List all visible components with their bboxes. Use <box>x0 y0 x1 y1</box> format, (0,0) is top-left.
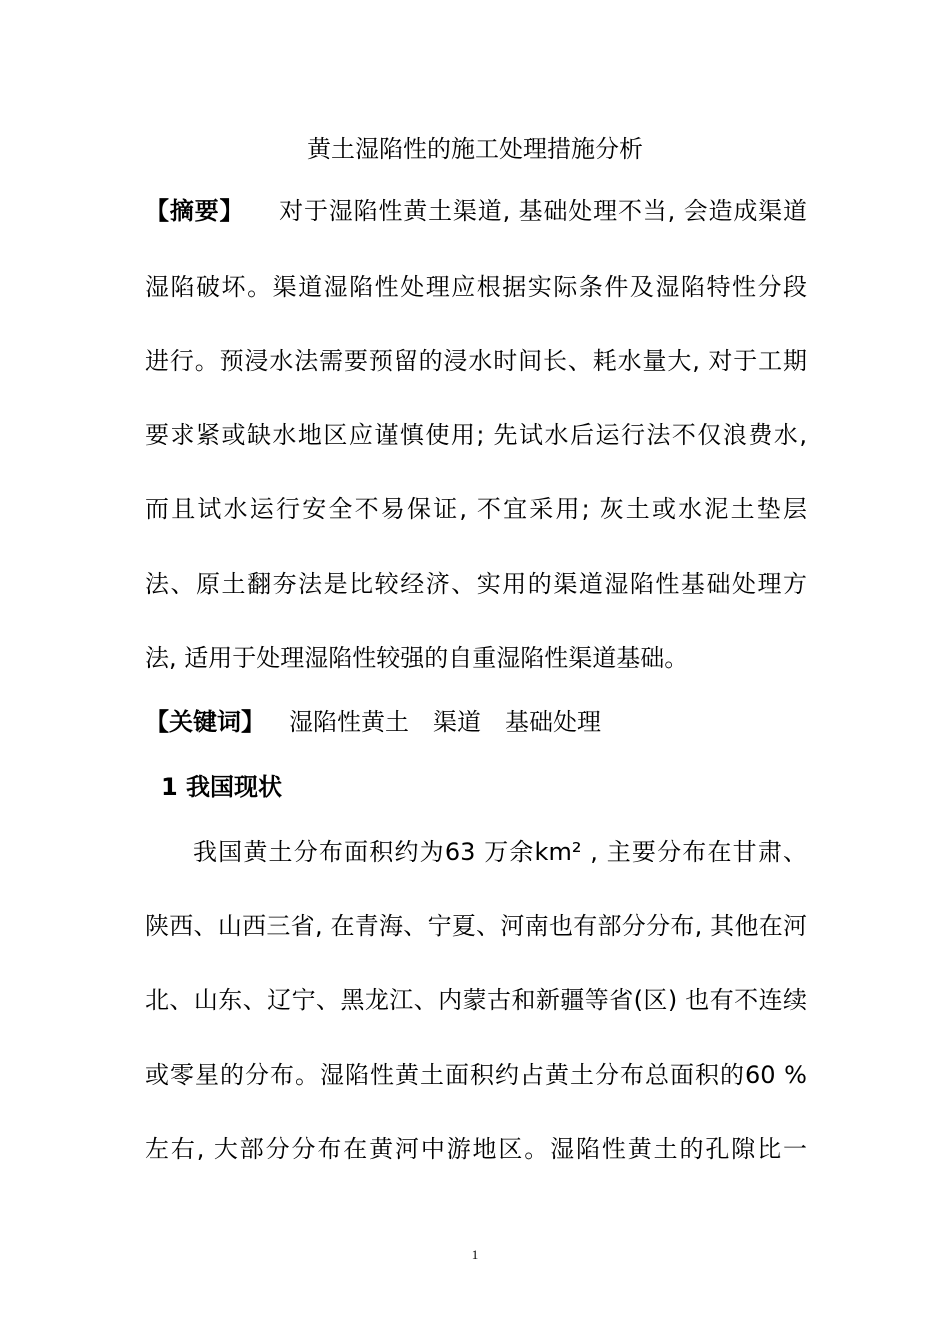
abstract-line-2: 湿陷破坏。渠道湿陷性处理应根据实际条件及湿陷特性分段 <box>145 273 807 301</box>
page-number: 1 <box>471 1247 479 1262</box>
abstract-line-1 <box>145 195 807 227</box>
abstract-line-4: 要求紧或缺水地区应谨慎使用; 先试水后运行法不仅浪费水, <box>145 421 807 449</box>
section-line-1: 我国黄土分布面积约为63 万余km² , 主要分布在甘肃、 <box>193 838 807 866</box>
abstract-line-5: 而且试水运行安全不易保证, 不宜采用; 灰土或水泥土垫层 <box>145 495 807 523</box>
abstract-text-1: 对于湿陷性黄土渠道, 基础处理不当, 会造成渠道 <box>278 197 808 225</box>
section-line-2: 陕西、山西三省, 在青海、宁夏、河南也有部分分布, 其他在河 <box>145 912 807 940</box>
abstract-label: 【摘要】 <box>145 197 245 225</box>
keyword-2: 渠道 <box>433 708 481 736</box>
keyword-1: 湿陷性黄土 <box>289 708 409 736</box>
section-line-5: 左右, 大部分分布在黄河中游地区。湿陷性黄土的孔隙比一 <box>145 1135 807 1163</box>
section-line-3: 北、山东、辽宁、黑龙江、内蒙古和新疆等省(区) 也有不连续 <box>145 986 807 1014</box>
section-line-4: 或零星的分布。湿陷性黄土面积约占黄土分布总面积的60 % <box>145 1061 807 1089</box>
keyword-3: 基础处理 <box>505 708 601 736</box>
keywords-label: 【关键词】 <box>145 708 265 736</box>
abstract-line-6: 法、原土翻夯法是比较经济、实用的渠道湿陷性基础处理方 <box>145 570 807 598</box>
section-heading: 1 我国现状 <box>161 773 283 801</box>
abstract-line-7: 法, 适用于处理湿陷性较强的自重湿陷性渠道基础。 <box>145 644 689 672</box>
keywords-line <box>145 706 807 738</box>
document-title: 黄土湿陷性的施工处理措施分析 <box>307 135 643 163</box>
abstract-line-3: 进行。预浸水法需要预留的浸水时间长、耗水量大, 对于工期 <box>145 347 807 375</box>
